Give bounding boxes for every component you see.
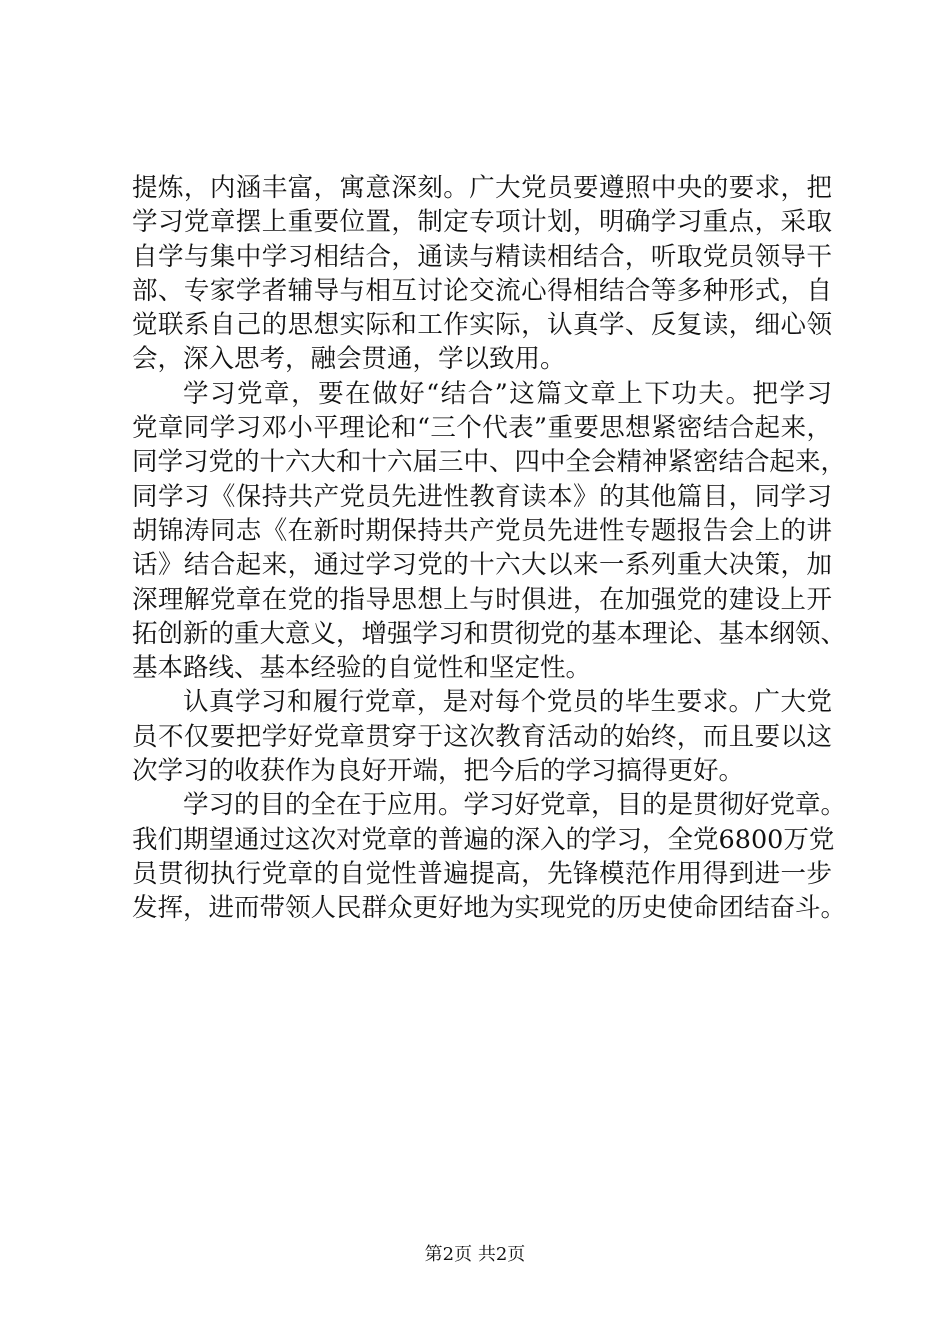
text-line: 觉联系自己的思想实际和工作实际，认真学、反复读，细心领 bbox=[132, 310, 832, 341]
text-line: 拓创新的重大意义，增强学习和贯彻党的基本理论、基本纲领、 bbox=[132, 618, 847, 649]
text-line: 同学习党的十六大和十六届三中、四中全会精神紧密结合起来， bbox=[132, 447, 847, 478]
text-line: 会，深入思考，融会贯通，学以致用。 bbox=[132, 344, 566, 375]
page-footer bbox=[0, 1240, 950, 1266]
text-line: 深理解党章在党的指导思想上与时俱进，在加强党的建设上开 bbox=[132, 584, 832, 615]
paragraph bbox=[132, 377, 847, 686]
text-line: 发挥，进而带领人民群众更好地为实现党的历史使命团结奋斗。 bbox=[132, 893, 847, 924]
text-line: 胡锦涛同志《在新时期保持共产党员先进性专题报告会上的讲 bbox=[132, 515, 832, 546]
text-line: 同学习《保持共产党员先进性教育读本》的其他篇目，同学习 bbox=[132, 481, 832, 512]
text-line: 认真学习和履行党章，是对每个党员的毕生要求。广大党 bbox=[183, 687, 832, 718]
text-line: 次学习的收获作为良好开端，把今后的学习搞得更好。 bbox=[132, 756, 745, 787]
document-body bbox=[132, 171, 847, 926]
text-line: 党章同学习邓小平理论和“三个代表”重要思想紧密结合起来， bbox=[132, 413, 832, 444]
text-line: 员贯彻执行党章的自觉性普遍提高，先锋模范作用得到进一步 bbox=[132, 858, 832, 889]
text-line: 学习党章，要在做好“结合”这篇文章上下功夫。把学习 bbox=[183, 378, 832, 409]
text-line: 自学与集中学习相结合，通读与精读相结合，听取党员领导干 bbox=[132, 241, 832, 272]
text-line: 学习党章摆上重要位置，制定专项计划，明确学习重点，采取 bbox=[132, 207, 832, 238]
text-line: 话》结合起来，通过学习党的十六大以来一系列重大决策，加 bbox=[132, 550, 832, 581]
paragraph bbox=[132, 788, 847, 925]
page-number: 第2页 共2页 bbox=[424, 1244, 526, 1265]
text-line: 学习的目的全在于应用。学习好党章，目的是贯彻好党章。 bbox=[183, 790, 847, 821]
text-line: 部、专家学者辅导与相互讨论交流心得相结合等多种形式，自 bbox=[132, 275, 832, 306]
text-line: 我们期望通过这次对党章的普遍的深入的学习，全党6800万党 bbox=[132, 824, 835, 855]
text-line: 员不仅要把学好党章贯穿于这次教育活动的始终，而且要以这 bbox=[132, 721, 832, 752]
text-line: 提炼，内涵丰富，寓意深刻。广大党员要遵照中央的要求，把 bbox=[132, 173, 832, 203]
text-line: 基本路线、基本经验的自觉性和坚定性。 bbox=[132, 653, 592, 684]
paragraph bbox=[132, 685, 832, 788]
paragraph bbox=[132, 171, 832, 377]
